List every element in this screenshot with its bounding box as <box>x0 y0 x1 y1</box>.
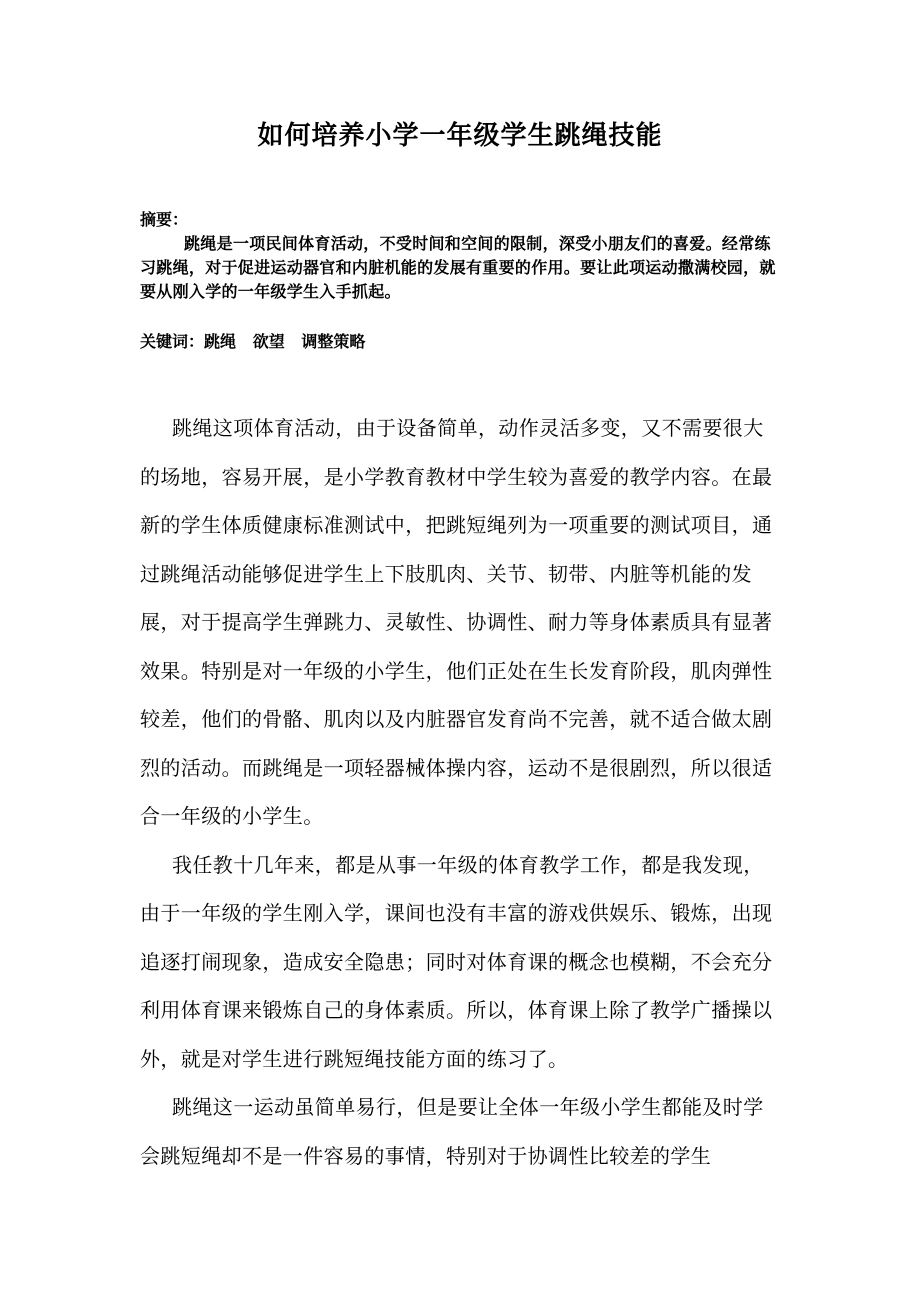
document-title: 如何培养小学一年级学生跳绳技能 <box>257 121 663 151</box>
abstract-text: 跳绳是一项民间体育活动，不受时间和空间的限制，深受小朋友们的喜爱。经常练习跳绳，对于促进运动器官和内脏机能的发展有重要的作用。要让此项运动撒满校园，就要从刚入学的一年级学生入手抓起。 <box>140 234 776 301</box>
abstract-label: 摘要： <box>140 210 189 229</box>
body-paragraph-3: 跳绳这一运动虽简单易行，但是要让全体一年级小学生都能及时学会跳短绳却不是一件容易的事情，特别对于协调性比较差的学生 <box>140 1095 764 1168</box>
keywords-line: 关键词：跳绳 欲望 调整策略 <box>140 332 366 351</box>
body-paragraph-2: 我任教十几年来，都是从事一年级的体育教学工作，都是我发现，由于一年级的学生刚入学，课间也没有丰富的游戏供娱乐、锻炼，出现追逐打闹现象，造成安全隐患；同时对体育课的概念也模糊，不会充分利用体育课来锻炼自己的身体素质。所以，体育课上除了教学广播操以外，就是对学生进行跳短绳技能方面的练习了。 <box>140 852 773 1071</box>
body-text <box>140 404 780 1180</box>
abstract-section <box>140 208 780 304</box>
body-paragraph-1: 跳绳这项体育活动，由于设备简单，动作灵活多变，又不需要很大的场地，容易开展，是小学教育教材中学生较为喜爱的教学内容。在最新的学生体质健康标准测试中，把跳短绳列为一项重要的测试项目，通过跳绳活动能够促进学生上下肢肌肉、关节、韧带、内脏等机能的发展，对于提高学生弹跳力、灵敏性、协调性、耐力等身体素质具有显著效果。特别是对一年级的小学生，他们正处在生长发育阶段，肌肉弹性较差，他们的骨骼、肌肉以及内脏器官发育尚不完善，就不适合做太剧烈的活动。而跳绳是一项轻器械体操内容，运动不是很剧烈，所以很适合一年级的小学生。 <box>140 416 773 828</box>
